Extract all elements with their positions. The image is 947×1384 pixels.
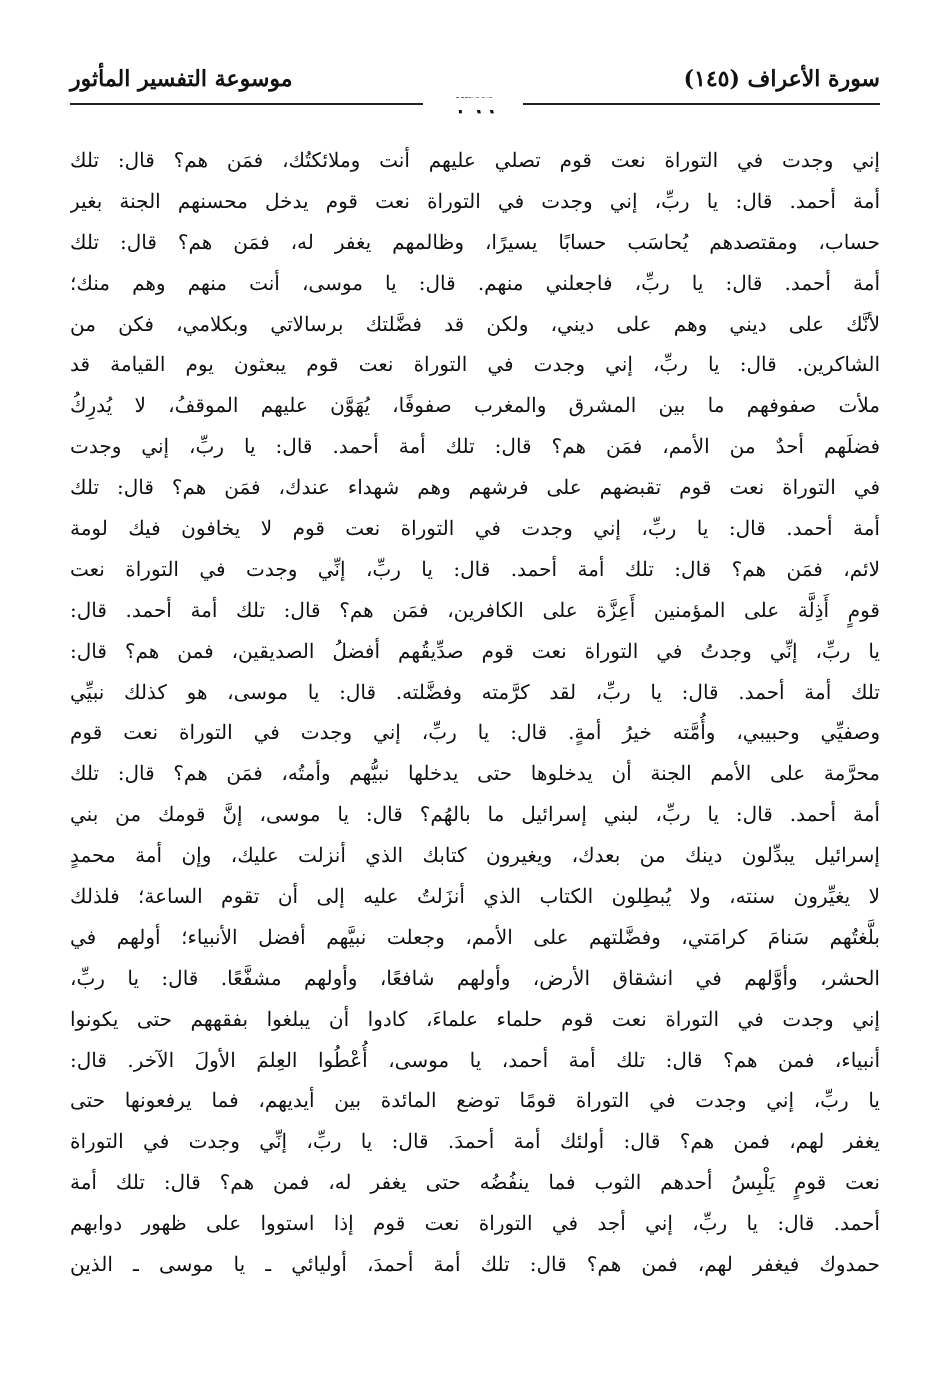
text-line: أمة أحمد. قال: يا ربِّ، إني وجدت في التوراة نعت قوم لا يخافون فيك لومة: [70, 516, 880, 541]
text-line: حساب، ومقتصدهم يُحاسَب حسابًا يسيرًا، وظالمهم يغفر له، فمَن هم؟ قال: تلك: [70, 229, 880, 254]
text-line: تلك أمة أحمد. قال: يا ربِّ، لقد كرَّمته وفضَّلته. قال: يا موسى، هو كذلك نبيِّي: [70, 679, 880, 704]
text-line: محرَّمة على الأمم الجنة أن يدخلوها حتى يدخلها نبيُّهم وأمتُه، فمَن هم؟ قال: تلك: [70, 761, 880, 786]
text-line: الشاكرين. قال: يا ربِّ، إني وجدت في التوراة نعت قوم يبعثون يوم القيامة قد: [70, 352, 880, 377]
text-line: أمة أحمد. قال: يا ربِّ، إني وجدت في التوراة نعت قوم يدخل محسنهم الجنة بغير: [70, 188, 880, 213]
surah-title: سورة الأعراف (١٤٥): [683, 66, 880, 92]
text-line: نعت قومٍ يَلْبِسُ أحدهم الثوب فما ينفُضُه حتى يغفر له، فمن هم؟ قال: تلك أمة: [70, 1170, 880, 1195]
text-line: أنبياء، فمن هم؟ قال: تلك أمة أحمد، يا موسى، أُعْطُوا العِلمَ الأولَ الآخر. قال:: [70, 1047, 880, 1072]
header-rule-gap: [423, 98, 523, 110]
text-line: أحمد. قال: يا ربِّ، إني أجد في التوراة نعت قوم إذا استووا على ظهور دوابهم: [70, 1211, 880, 1236]
text-line: ملأت صفوفهم ما بين المشرق والمغرب صفوفًا، يُهَوَّن عليهم الموقفُ، لا يُدرِكُ: [70, 393, 880, 418]
text-line: قومٍ أَذِلَّة على المؤمنين أَعِزَّة على الكافرين، فمَن هم؟ قال: تلك أمة أحمد. قال:: [70, 597, 880, 622]
text-line: يغفر لهم، فمن هم؟ قال: أولئك أمة أحمدَ. قال: يا ربِّ، إنِّي وجدت في التوراة: [70, 1129, 880, 1154]
text-line: إسرائيل يبدِّلون دينك من بعدك، ويغيرون كتابك الذي أنزلت عليك، وإن أمة محمدٍ: [70, 843, 880, 868]
text-line: لأنَّك على ديني وهم على ديني، ولكن قد فضَّلتك برسالاتي وبكلامي، فكن من: [70, 311, 880, 336]
text-line: في التوراة نعت قوم تقبضهم على فرشهم وهم شهداء عندك، فمَن هم؟ قال: تلك: [70, 475, 880, 500]
text-line: أمة أحمد. قال: يا ربِّ، فاجعلني منهم. قال: يا موسى، أنت منهم وهم منك؛: [70, 270, 880, 295]
text-line: الحشر، وأوَّلهم في انشقاق الأرض، وأولهم شافعًا، وأولهم مشفَّعًا. قال: يا ربِّ،: [70, 965, 880, 990]
page-header: [70, 56, 880, 104]
text-line: لائم، فمَن هم؟ قال: تلك أمة أحمد. قال: يا ربِّ، إنِّي وجدت في التوراة نعت: [70, 556, 880, 581]
text-line: حمدوك فيغفر لهم، فمن هم؟ قال: تلك أمة أحمدَ، أوليائي ـ يا موسى ـ الذين: [70, 1252, 880, 1277]
text-line: أمة أحمد. قال: يا ربِّ، لبني إسرائيل ما بالهُم؟ قال: يا موسى، إنَّ قومك من بني: [70, 802, 880, 827]
book-title: موسوعة التفسير المأثور: [70, 66, 293, 92]
text-line: بلَّغتُهم سَنامَ كرامَتي، وفضَّلتهم على الأمم، وجعلت نبيَّهم أفضل الأنبياء؛ أولهم في: [70, 924, 880, 949]
text-line: لا يغيِّرون سنته، ولا يُبطِلون الكتاب الذي أنزَلتُ عليه إلى أن تقوم الساعة؛ فلذلك: [70, 884, 880, 909]
text-line: إني وجدت في التوراة نعت قوم تصلي عليهم أنت وملائكتُك، فمَن هم؟ قال: تلك: [70, 148, 880, 172]
text-line: يا ربِّ، إني وجدت في التوراة قومًا توضع المائدة بين أيديهم، فما يرفعونها حتى: [70, 1088, 880, 1113]
text-line: وصفيِّي وحبيبي، وأُمَّته خيرُ أمةٍ. قال: يا ربِّ، إني وجدت في التوراة نعت قوم: [70, 720, 880, 745]
text-line: إني وجدت في التوراة نعت قوم حلماء علماءَ، كادوا أن يبلغوا بفقههم حتى يكونوا: [70, 1006, 880, 1031]
text-line: فضلَهم أحدٌ من الأمم، فمَن هم؟ قال: تلك أمة أحمد. قال: يا ربِّ، إني وجدت: [70, 434, 880, 459]
body-text: [70, 140, 880, 1285]
text-line: يا ربِّ، إنِّي وجدتُ في التوراة نعت قوم صدِّيقُهم أفضلُ الصديقين، فمن هم؟ قال:: [70, 638, 880, 663]
